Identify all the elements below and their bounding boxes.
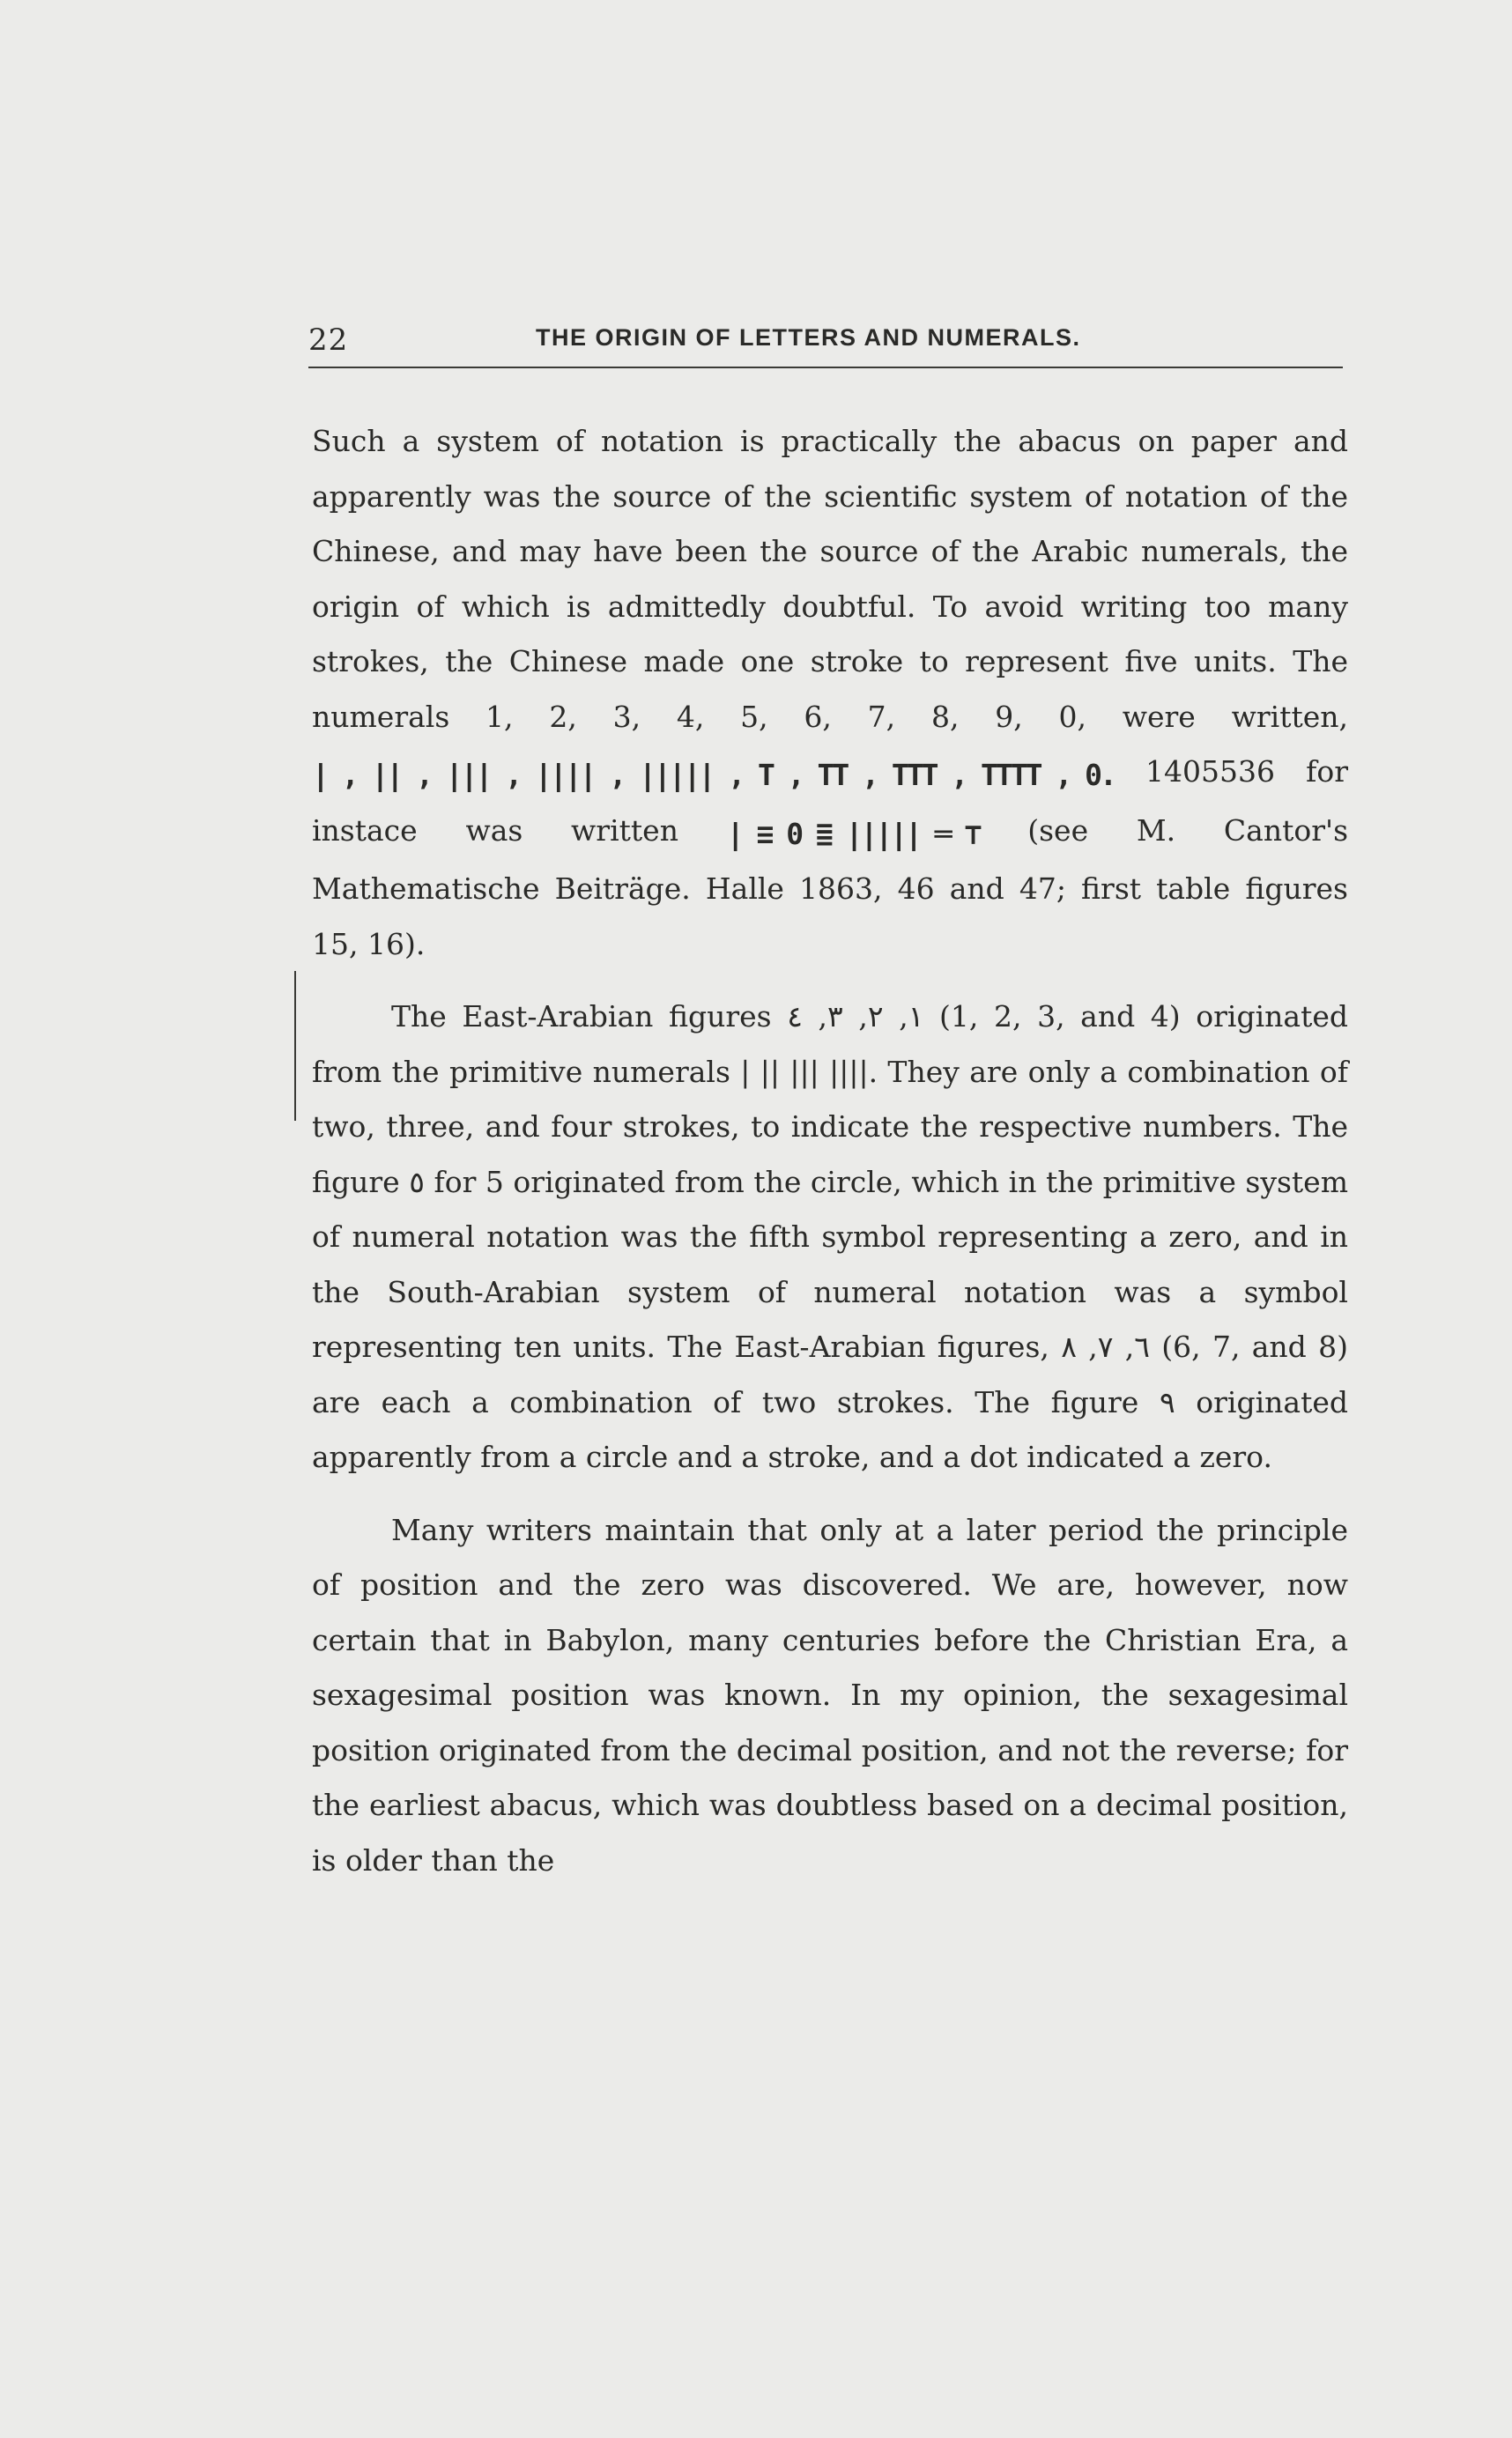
paragraph-3: Many writers maintain that only at a later period the principle of position and the zero was discovered. We are, however, now certain that in Babylon, many centuries before the Christian Era, a sexagesimal position was known. In my opinion, the sexagesimal position originated from the decimal position, and not the reverse; for the earliest abacus, which was doubtless based on a decimal position, is older than the (312, 1512, 1348, 1878)
paragraph-1-text-a: Such a system of notation is practically the abacus on paper and apparently was the source of the scientific system of notation of the Chinese, and may have been the source of the Arabic numerals, the origin of which is admittedly doubtful. To avoid writing too many strokes, the Chinese made one stroke to represent five units. The numerals 1, 2, 3, 4, 5, 6, 7, 8, 9, 0, were written, (312, 424, 1348, 734)
paragraph-2: The East-Arabian figures ١, ٢, ٣, ٤ (1, 2, 3, and 4) originated from the primitive numerals | || ||| ||||. They are only a combination of two, three, and four strokes, to indicate the respective numbers. The figure ٥ for 5 originated from the circle, which in the primitive system of numeral notation was the fifth symbol representing a zero, and in the South-Arabian system of numeral notation was a symbol representing ten units. The East-Arabian figures, ٦, ٧, ٨ (6, 7, and 8) are each a combination of two strokes. The figure ٩ originated apparently from a circle and a stroke, and a dot indicated a zero. (312, 999, 1348, 1474)
running-head: THE ORIGIN OF LETTERS AND NUMERALS. (536, 324, 1081, 351)
margin-mark (294, 971, 296, 1121)
text-block (312, 414, 1348, 1888)
rod-example: | ≡ 0 ≣ ||||| ═ ⊤ (726, 816, 980, 851)
paragraph-1 (312, 414, 1348, 972)
header-rule (308, 367, 1343, 368)
paragraph-1-text-b: 1405536 for instace was written (312, 754, 1348, 848)
rod-numerals: | , || , ||| , |||| , ||||| , T , TT , TTT , TTTT , 0. (312, 758, 1115, 792)
page-number: 22 (308, 322, 349, 358)
paragraph-1-text-c: (see M. Cantor's Mathematische Beiträge. Halle 1863, 46 and 47; first table figures 15, 16). (312, 812, 1349, 961)
